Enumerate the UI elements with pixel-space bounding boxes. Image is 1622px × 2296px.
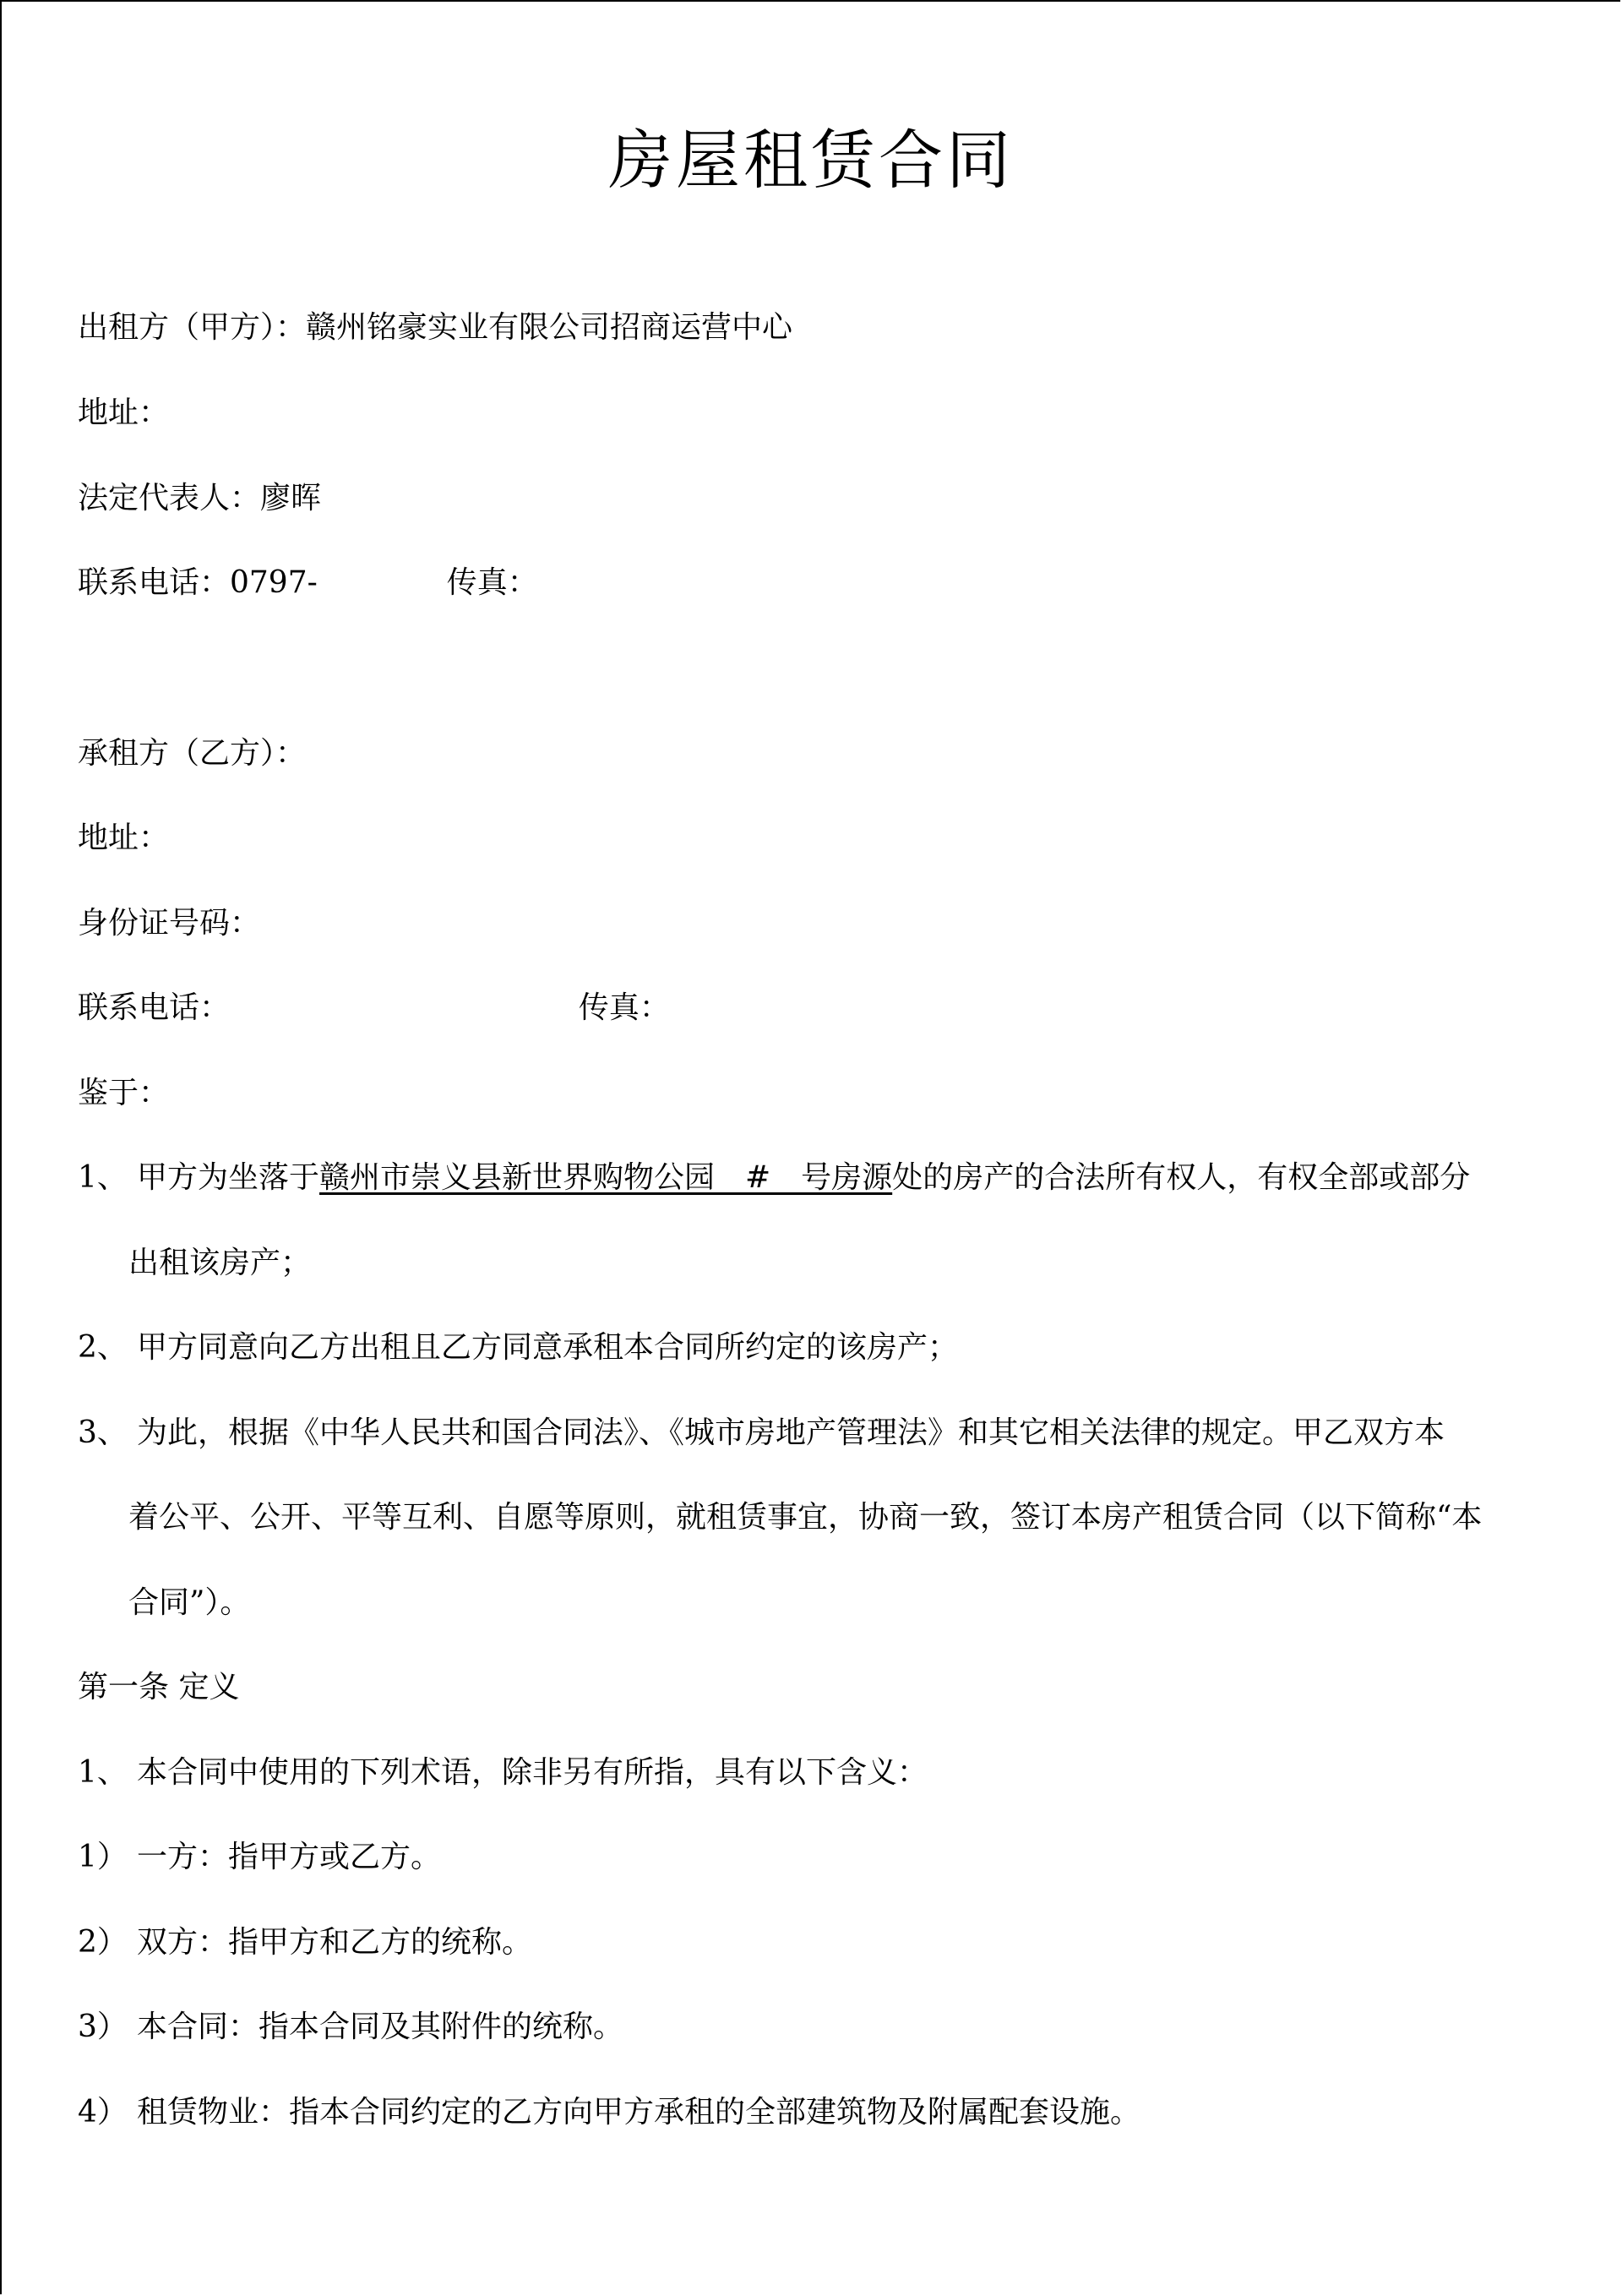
recital-continuation: 合同”）。 (128, 1585, 251, 1620)
recital-item (78, 1324, 958, 1372)
recital-item (78, 1410, 1445, 1457)
definition-item (78, 2089, 1140, 2136)
recital-continuation: 出租该房产； (128, 1246, 312, 1280)
definition-item (78, 1919, 532, 1966)
property-location: 赣州市崇义县新世界购物公园 # 号房源 (319, 1160, 893, 1195)
recital-text: 甲方为坐落于 (137, 1160, 320, 1195)
definition-text: 双方：指甲方和乙方的统称。 (137, 1925, 533, 1960)
definition-number: 4） (78, 2095, 128, 2130)
definition-number: 1） (78, 1840, 128, 1874)
page-title: 房屋租赁合同 (608, 123, 1014, 198)
lessee-fax: 传真： (578, 990, 670, 1025)
recital-item (78, 1154, 1470, 1202)
lessor-contact-row (78, 559, 538, 607)
article-intro (78, 1749, 928, 1797)
recital-number: 2、 (78, 1330, 128, 1365)
recital-number: 1、 (78, 1160, 128, 1195)
recitals-heading: 鉴于： (78, 1076, 170, 1110)
definition-text: 一方：指甲方或乙方。 (137, 1840, 442, 1874)
lessor-legal-rep: 法定代表人：廖晖 (78, 481, 322, 515)
definition-number: 3） (78, 2010, 128, 2044)
recital-continuation: 着公平、公开、平等互利、自愿等原则，就租赁事宜，协商一致，签订本房产租赁合同（以下简称“本 (128, 1500, 1483, 1535)
lessee-phone: 联系电话： (78, 990, 231, 1025)
recital-text: 甲方同意向乙方出租且乙方同意承租本合同所约定的该房产； (137, 1330, 959, 1365)
lessor-fax: 传真： (446, 565, 538, 600)
definition-text: 租赁物业：指本合同约定的乙方向甲方承租的全部建筑物及附属配套设施。 (137, 2095, 1141, 2130)
lessee-contact-row (78, 984, 670, 1032)
lessor-name-line: 出租方（甲方）：赣州铭豪实业有限公司招商运营中心 (78, 310, 793, 345)
article-intro-text: 本合同中使用的下列术语，除非另有所指，具有以下含义： (137, 1755, 928, 1790)
lessee-name-line: 承租方（乙方）： (78, 736, 307, 771)
lessor-address: 地址： (78, 395, 170, 430)
recital-number: 3、 (78, 1415, 128, 1450)
article-heading: 第一条 定义 (78, 1670, 240, 1704)
definition-item (78, 1834, 441, 1881)
lessee-address: 地址： (78, 821, 170, 855)
definition-number: 2） (78, 1925, 128, 1960)
recital-text: 处的房产的合法所有权人，有权全部或部分 (892, 1160, 1471, 1195)
recital-text: 为此，根据《中华人民共和国合同法》、《城市房地产管理法》和其它相关法律的规定。甲乙双方本 (137, 1415, 1445, 1450)
lessor-phone: 联系电话：0797- (78, 565, 318, 600)
lessee-id-number: 身份证号码： (78, 906, 261, 941)
article-intro-number: 1、 (78, 1755, 128, 1790)
definition-item (78, 2004, 623, 2051)
definition-text: 本合同：指本合同及其附件的统称。 (137, 2010, 624, 2044)
